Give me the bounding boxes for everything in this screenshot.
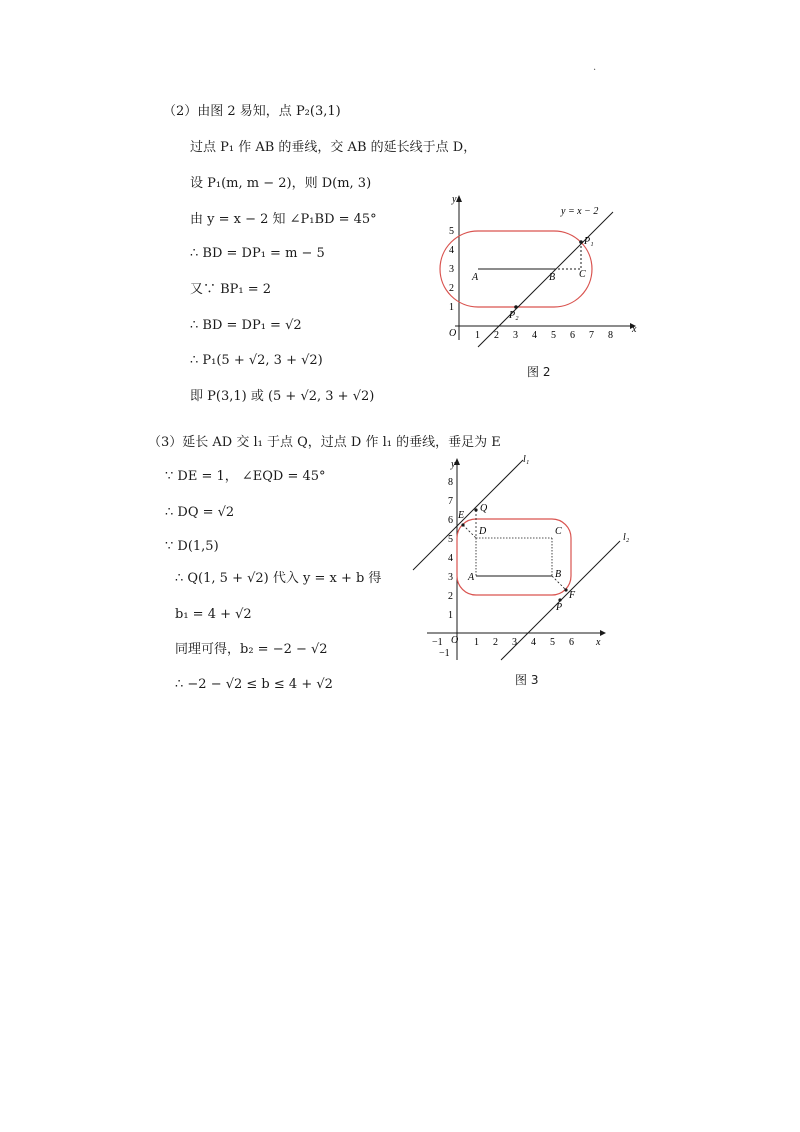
fig2-xtick: 3 <box>513 330 518 341</box>
part2-line-7: ∴ BD = DP₁ = √2 <box>190 318 302 333</box>
fig2-line-y-x-2 <box>478 212 613 347</box>
fig3-origin: O <box>451 635 459 646</box>
part2-line-6: 又∵ BP₁ = 2 <box>190 282 272 297</box>
fig2-label-c: C <box>579 269 586 280</box>
figure-3 <box>405 450 640 665</box>
fig3-label-q: Q <box>480 503 488 514</box>
fig3-label-b: B <box>555 569 562 580</box>
fig3-label-e: E <box>458 510 465 521</box>
part3-line-3: ∴ DQ = √2 <box>165 505 235 520</box>
fig3-ytick: 7 <box>448 496 453 507</box>
fig2-point-p1 <box>579 240 583 244</box>
fig3-point-e <box>461 523 464 526</box>
part2-line-8: ∴ P₁(5 + √2, 3 + √2) <box>190 353 323 368</box>
fig3-y-label: y <box>451 459 456 470</box>
fig3-line-l1 <box>413 460 523 570</box>
fig3-dashed-de <box>463 525 476 538</box>
fig2-label-a: A <box>472 272 479 283</box>
fig3-ytick: −1 <box>439 648 450 659</box>
fig2-y-arrow-icon <box>456 195 462 202</box>
fig3-ytick: 2 <box>448 591 453 602</box>
part2-line-2: 过点 P₁ 作 AB 的垂线，交 AB 的延长线于点 D， <box>190 140 477 155</box>
fig3-label-l2: l₂ <box>623 532 630 543</box>
fig3-ytick: 3 <box>448 572 453 583</box>
fig3-label-f: F <box>569 590 576 601</box>
fig3-xtick: 2 <box>493 637 498 648</box>
fig3-xtick: −1 <box>432 637 443 648</box>
fig3-xtick: 6 <box>569 637 574 648</box>
fig3-ytick: 8 <box>448 477 453 488</box>
fig3-caption: 图 3 <box>515 673 539 687</box>
fig3-xtick: 4 <box>531 637 536 648</box>
part3-line-2: ∵ DE = 1， ∠EQD = 45° <box>165 469 326 484</box>
fig2-x-label: x <box>632 324 637 335</box>
fig2-ytick: 5 <box>449 226 454 237</box>
fig2-origin: O <box>449 328 457 339</box>
fig2-xtick: 5 <box>551 330 556 341</box>
fig3-point-q <box>474 508 477 511</box>
fig2-ytick: 4 <box>449 245 454 256</box>
fig2-label-p2: P₂ <box>509 310 519 321</box>
fig3-label-p: P <box>556 602 563 613</box>
fig3-label-a: A <box>468 572 475 583</box>
fig2-ytick: 3 <box>449 264 454 275</box>
part3-line-7: 同理可得，b₂ = −2 − √2 <box>175 642 328 657</box>
fig3-label-l1: l₁ <box>523 454 530 465</box>
part3-line-6: b₁ = 4 + √2 <box>175 607 252 622</box>
fig2-xtick: 2 <box>494 330 499 341</box>
part3-line-5: ∴ Q(1, 5 + √2) 代入 y = x + b 得 <box>175 571 382 586</box>
fig3-ytick: 5 <box>448 534 453 545</box>
figure-2 <box>425 190 640 350</box>
fig3-label-c: C <box>555 526 562 537</box>
fig2-ytick: 2 <box>449 283 454 294</box>
fig2-xtick: 6 <box>570 330 575 341</box>
part2-line-5: ∴ BD = DP₁ = m − 5 <box>190 246 325 261</box>
fig3-ytick: 4 <box>448 553 453 564</box>
fig2-point-p2 <box>514 305 518 309</box>
fig3-rounded-rect-curve <box>457 519 571 595</box>
part2-line-3: 设 P₁(m, m − 2)，则 D(m, 3) <box>190 176 372 191</box>
fig3-xtick: 3 <box>512 637 517 648</box>
fig2-line-label: y = x − 2 <box>561 206 599 217</box>
fig3-xtick: 5 <box>550 637 555 648</box>
corner-mark: . <box>593 62 597 73</box>
part2-line-1: （2）由图 2 易知，点 P₂(3,1) <box>163 104 341 119</box>
part3-line-1: （3）延长 AD 交 l₁ 于点 Q，过点 D 作 l₁ 的垂线，垂足为 E <box>148 435 501 450</box>
fig3-xtick: 1 <box>474 637 479 648</box>
fig2-xtick: 8 <box>608 330 613 341</box>
fig3-point-f <box>564 588 567 591</box>
fig2-xtick: 4 <box>532 330 537 341</box>
fig2-y-label: y <box>452 194 457 205</box>
part3-line-4: ∵ D(1,5) <box>165 539 219 554</box>
part3-line-8: ∴ −2 − √2 ≤ b ≤ 4 + √2 <box>175 677 333 692</box>
fig2-xtick: 7 <box>589 330 594 341</box>
fig2-label-p1: P₁ <box>584 236 594 247</box>
fig3-ytick: 1 <box>448 610 453 621</box>
fig3-ytick: 6 <box>448 515 453 526</box>
fig3-label-d: D <box>479 526 487 537</box>
fig3-x-label: x <box>596 637 601 648</box>
fig2-label-b: B <box>549 272 556 283</box>
fig2-xtick: 1 <box>475 330 480 341</box>
part2-line-4: 由 y = x − 2 知 ∠P₁BD = 45° <box>190 212 377 227</box>
fig3-x-arrow-icon <box>600 630 606 636</box>
fig2-caption: 图 2 <box>527 365 551 379</box>
part2-line-9: 即 P(3,1) 或 (5 + √2, 3 + √2) <box>190 389 375 404</box>
fig2-ytick: 1 <box>449 302 454 313</box>
